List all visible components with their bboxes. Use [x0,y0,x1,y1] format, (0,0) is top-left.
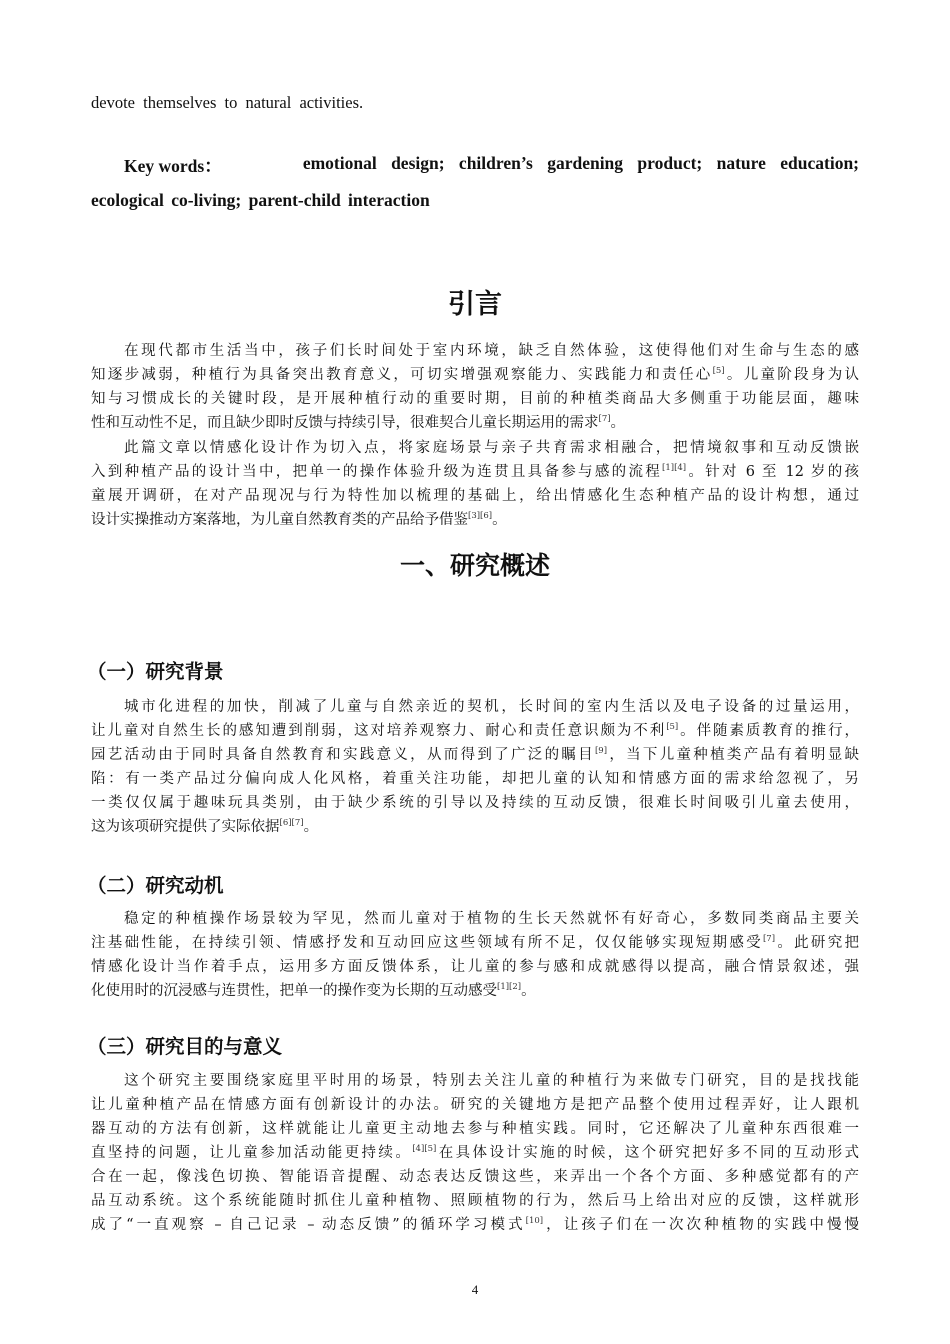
text-line: 直坚持的问题，让儿童参加活动能更持续。[4][5]在具体设计实施的时候，这个研究把好多不同的互动形式 [91,1144,859,1161]
text-line: 让儿童对自然生长的感知遭到削弱，这对培养观察力、耐心和责任意识颇为不利[5]。伴随素质教育的推行， [91,722,860,739]
section-purpose-paragraph [91,1069,859,1237]
citation: [3][6] [468,511,493,522]
intro-paragraph-1 [91,339,859,435]
text-line: 知与习惯成长的关键时段，是开展种植行动的重要时期，目前的种植类商品大多侧重于功能层面，趣味 [91,391,859,407]
text-line: 园艺活动由于同时具备自然教育和实践意义，从而得到了广泛的瞩目[9]，当下儿童种植类产品有着明显缺 [91,746,859,763]
citation: [9] [594,746,608,757]
intro-title: 引言 [448,289,502,320]
citation: [5] [712,366,725,377]
text-line: 情感化设计当作着手点，运用多方面反馈体系，让儿童的参与感和成就感得以提高，融合情景叙述，强 [91,959,859,975]
text-line: 入到种植产品的设计当中，把单一的操作体验升级为连贯且具备参与感的流程[1][4]。针对 6 至 12 岁的孩 [91,463,859,480]
text-line: 童展开调研，在对产品现况与行为特性加以梳理的基础上，给出情感化生态种植产品的设计构想，通过 [91,488,859,504]
text-line: 知逐步减弱，种植行为具备突出教育意义，可切实增强观察能力、实践能力和责任心[5]。儿童阶段身为认 [91,366,860,383]
text-line: 器互动的方法有创新，这样就能让儿童更主动地去参与种植实践。同时，它还解决了儿童种东西很难一 [91,1121,859,1137]
keywords-line-2: ecological co-living; parent-child interaction [91,190,430,210]
section-heading-background: （一）研究背景 [87,660,224,683]
text-line: 城市化进程的加快，削减了儿童与自然亲近的契机，长时间的室内生活以及电子设备的过量运用， [124,699,859,715]
citation: [7] [598,414,611,425]
page-number: 4 [471,1282,479,1297]
text-line: 这为该项研究提供了实际依据[6][7]。 [91,818,319,835]
text-line: 设计实操推动方案落地，为儿童自然教育类的产品给予借鉴[3][6]。 [91,511,507,528]
text-line: 注基础性能，在持续引领、情感抒发和互动回应这些领域有所不足，仅仅能够实现短期感受[7]。此研究把 [91,934,860,951]
text-line: 合在一起，像浅色切换、智能语音提醒、动态表达反馈这些，来弄出一个各个方面、多种感觉都有的产 [91,1169,859,1185]
keywords-text-1: emotional design; children’s gardening product; nature education; [302,153,859,173]
chapter-1-title: 一、研究概述 [399,551,550,580]
keywords-label: Key words： [124,156,222,176]
text-line: 一类仅仅属于趣味玩具类别，由于缺少系统的引导以及持续的互动反馈，很难长时间吸引儿童去使用， [91,795,859,811]
text-line: 此篇文章以情感化设计作为切入点，将家庭场景与亲子共育需求相融合，把情境叙事和互动反馈嵌 [124,440,859,456]
text-line: 在现代都市生活当中，孩子们长时间处于室内环境，缺乏自然体验，这使得他们对生命与生态的感 [124,343,859,359]
text-line: 品互动系统。这个系统能随时抓住儿童种植物、照顾植物的行为，然后马上给出对应的反馈，这样就形 [91,1193,859,1209]
citation: [4][5] [412,1144,437,1155]
citation: [5] [666,722,679,733]
citation: [10] [525,1216,544,1227]
citation: [1][4] [662,463,687,474]
abstract-tail: devote themselves to natural activities. [91,93,364,112]
text-line: 让儿童种植产品在情感方面有创新设计的办法。研究的关键地方是把产品整个使用过程弄好，让人跟机 [91,1097,859,1113]
citation: [1][2] [497,982,522,993]
citation: [7] [762,934,776,945]
section-motivation-paragraph [91,907,859,1003]
text-line: 成了“一直观察 – 自己记录 – 动态反馈”的循环学习模式[10]，让孩子们在一次次种植物的实践中慢慢 [91,1216,860,1233]
text-line: 化使用时的沉浸感与连贯性，把单一的操作变为长期的互动感受[1][2]。 [91,982,536,999]
text-line: 性和互动性不足，而且缺少即时反馈与持续引导，很难契合儿童长期运用的需求[7]。 [91,414,626,431]
keywords-line-1 [124,153,859,178]
text-line: 这个研究主要围绕家庭里平时用的场景，特别去关注儿童的种植行为来做专门研究，目的是找找能 [124,1073,859,1089]
citation: [6][7] [279,818,304,829]
section-heading-motivation: （二）研究动机 [87,874,224,897]
section-background-paragraph [91,695,859,839]
text-line: 陷：有一类产品过分偏向成人化风格，着重关注功能，却把儿童的认知和情感方面的需求给忽视了，另 [91,771,859,787]
text-line: 稳定的种植操作场景较为罕见，然而儿童对于植物的生长天然就怀有好奇心，多数同类商品主要关 [124,911,859,927]
intro-paragraph-2 [91,436,859,532]
section-heading-purpose: （三）研究目的与意义 [87,1035,283,1058]
